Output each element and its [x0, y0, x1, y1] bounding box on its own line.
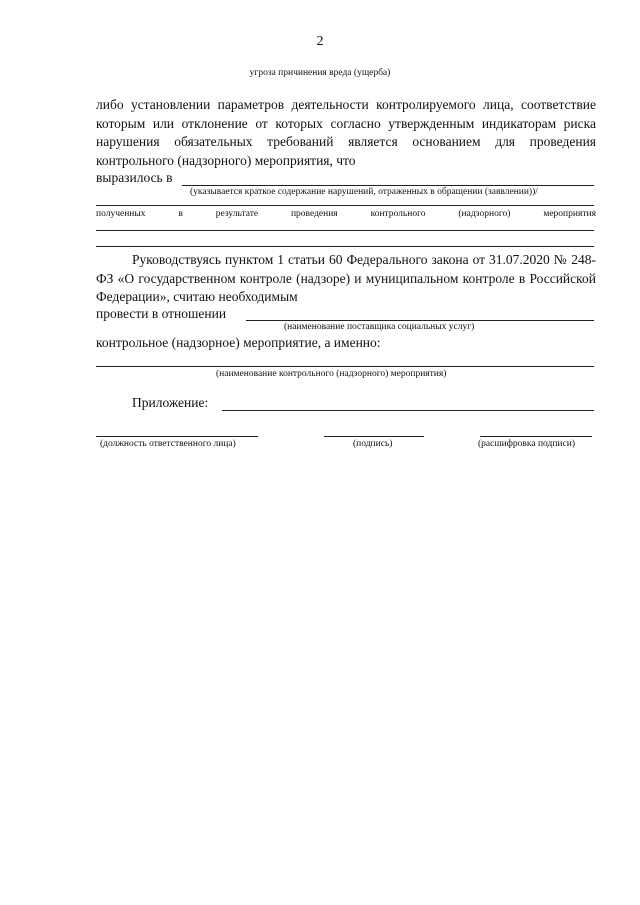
caption-violation: (указывается краткое содержание нарушений, отраженных в обращении (заявлении))/: [190, 187, 538, 197]
word: контрольного: [370, 209, 426, 219]
word: (надзорного): [458, 209, 511, 219]
name-line[interactable]: [480, 436, 592, 437]
word: результате: [215, 209, 259, 219]
word: полученных: [96, 209, 146, 219]
word: проведения: [290, 209, 338, 219]
blank-line-2[interactable]: [96, 246, 594, 247]
caption-signature: (подпись): [353, 439, 393, 449]
word: мероприятия: [543, 209, 596, 219]
word: в: [178, 209, 183, 219]
attachment-label: Приложение:: [132, 395, 209, 410]
supplier-field-line[interactable]: [246, 320, 594, 321]
violation-field-line[interactable]: [182, 185, 594, 186]
paragraph-event-intro: контрольное (надзорное) мероприятие, а именно:: [96, 335, 381, 350]
paragraph-legal-basis: Руководствуясь пунктом 1 статьи 60 Федерального закона от 31.07.2020 № 248-ФЗ «О государственном контроле (надзоре) и муниципальном контроле в Российской Федерации», считаю необходимым: [96, 252, 596, 304]
position-line[interactable]: [96, 436, 258, 437]
paragraph-grounds-ending: выразилось в: [96, 170, 173, 185]
blank-line-1[interactable]: [96, 230, 594, 231]
caption-name: (расшифровка подписи): [478, 439, 575, 449]
violation-continuation-line[interactable]: [96, 205, 594, 206]
caption-position: (должность ответственного лица): [100, 439, 236, 449]
caption-event: (наименование контрольного (надзорного) мероприятия): [216, 369, 447, 379]
signature-line[interactable]: [324, 436, 424, 437]
attachment-field-line[interactable]: [222, 410, 594, 411]
received-during-row: [96, 209, 596, 219]
caption-supplier: (наименование поставщика социальных услуг): [284, 322, 475, 332]
paragraph-grounds: либо установлении параметров деятельности контролируемого лица, соответствие которым или отклонение от которых согласно утвержденным индикаторам риска нарушения обязательных требований является основанием для проведения контрольного (надзорного) мероприятия, что: [96, 97, 596, 168]
header-caption: угроза причинения вреда (ущерба): [249, 68, 391, 78]
event-field-line[interactable]: [96, 366, 594, 367]
page-number: 2: [316, 34, 324, 49]
paragraph-legal-basis-ending: провести в отношении: [96, 306, 227, 321]
